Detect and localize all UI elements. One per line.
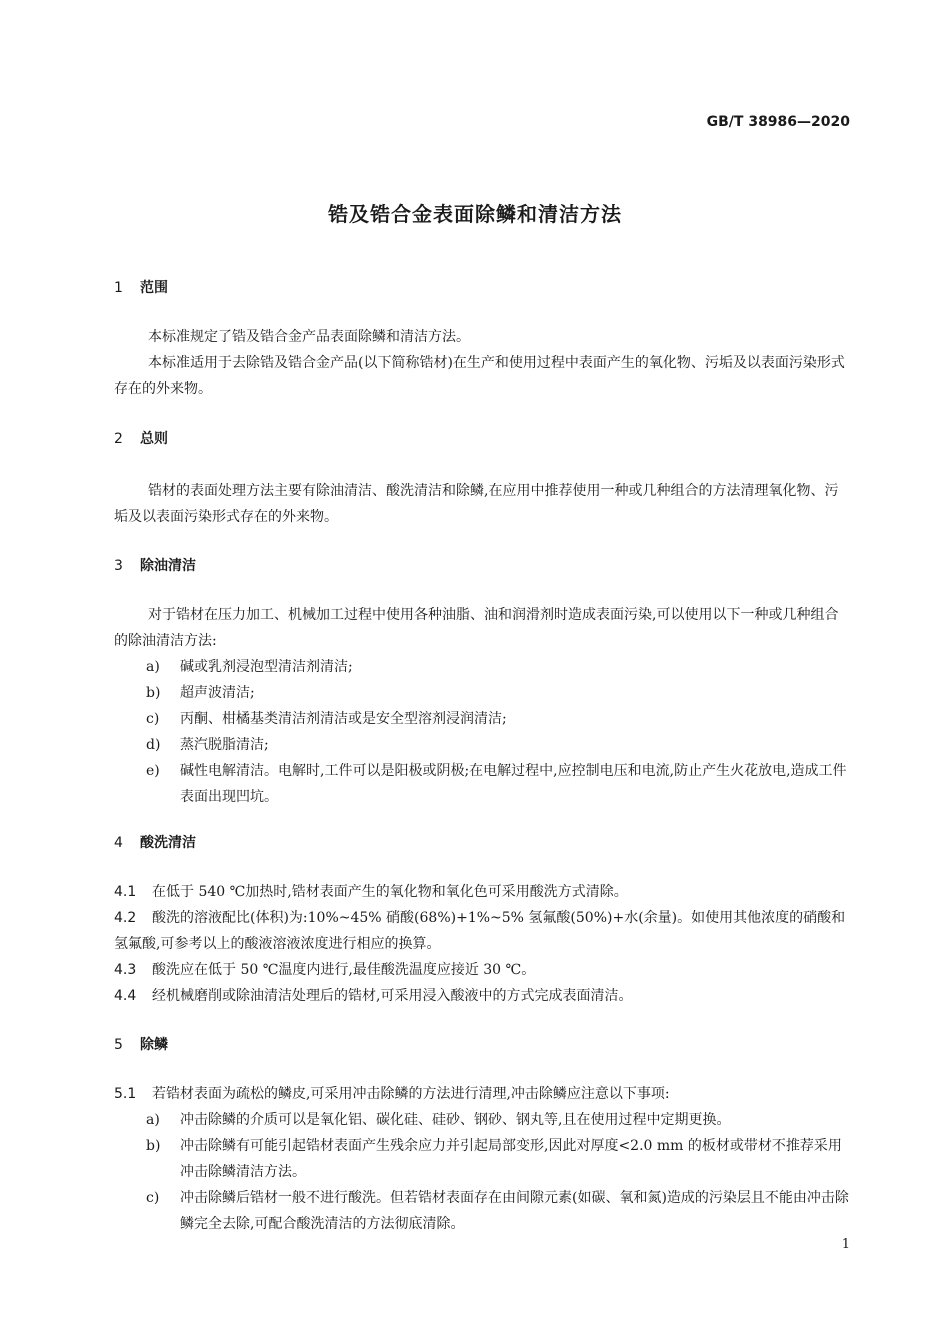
section-3-heading — [114, 556, 196, 576]
list-marker: e) — [146, 763, 160, 779]
clause-text: 酸洗应在低于 50 ℃温度内进行,最佳酸洗温度应接近 30 ℃。 — [152, 962, 536, 978]
list-marker: c) — [146, 1190, 160, 1206]
section-title: 除油清洁 — [140, 558, 196, 574]
section-title: 除鳞 — [140, 1037, 168, 1053]
list-item-text: 超声波清洁; — [180, 685, 255, 701]
paragraph: 本标准规定了锆及锆合金产品表面除鳞和清洁方法。 — [148, 329, 470, 345]
section-2-heading — [114, 429, 168, 449]
list-item — [146, 758, 850, 810]
clause — [114, 983, 850, 1009]
clause-text: 酸洗的溶液配比(体积)为:10%~45% 硝酸(68%)+1%~5% 氢氟酸(50%)+水(余量)。如使用其他浓度的硝酸和氢氟酸,可参考以上的酸液溶液浓度进行相应的换算。 — [114, 910, 846, 952]
list-item — [146, 1107, 850, 1133]
paragraph: 锆材的表面处理方法主要有除油清洁、酸洗清洁和除鳞,在应用中推荐使用一种或几种组合的方法清理氧化物、污垢及以表面污染形式存在的外来物。 — [114, 483, 839, 525]
list-item — [146, 706, 850, 732]
section-title: 总则 — [140, 431, 168, 447]
clause-number: 4.2 — [114, 910, 137, 926]
list-marker: a) — [146, 659, 160, 675]
list-item-text: 碱或乳剂浸泡型清洁剂清洁; — [180, 659, 353, 675]
list-marker: b) — [146, 1138, 161, 1154]
clause — [114, 905, 850, 957]
clause-number: 4.1 — [114, 884, 137, 900]
section-number: 4 — [114, 835, 123, 851]
list-item — [146, 680, 850, 706]
section-number: 3 — [114, 558, 123, 574]
standard-code: GB/T 38986—2020 — [706, 114, 850, 130]
section-1-heading — [114, 278, 168, 298]
list-marker: d) — [146, 737, 161, 753]
section-title: 范围 — [140, 280, 168, 296]
clause — [114, 1081, 850, 1107]
clause-number: 4.4 — [114, 988, 137, 1004]
section-title: 酸洗清洁 — [140, 835, 196, 851]
list-marker: b) — [146, 685, 161, 701]
page-number: 1 — [841, 1237, 850, 1252]
clause — [114, 957, 850, 983]
section-4-heading — [114, 833, 196, 853]
paragraph: 对于锆材在压力加工、机械加工过程中使用各种油脂、油和润滑剂时造成表面污染,可以使用以下一种或几种组合的除油清洁方法: — [114, 607, 839, 649]
section-5-heading — [114, 1035, 168, 1055]
clause-text: 经机械磨削或除油清洁处理后的锆材,可采用浸入酸液中的方式完成表面清洁。 — [152, 988, 633, 1004]
list-item-text: 冲击除鳞的介质可以是氧化铝、碳化硅、硅砂、钢砂、钢丸等,且在使用过程中定期更换。 — [180, 1112, 731, 1128]
clause-text: 在低于 540 ℃加热时,锆材表面产生的氧化物和氧化色可采用酸洗方式清除。 — [152, 884, 628, 900]
list-item — [146, 654, 850, 680]
list-item — [146, 1133, 850, 1185]
paragraph: 本标准适用于去除锆及锆合金产品(以下简称锆材)在生产和使用过程中表面产生的氧化物、污垢及以表面污染形式存在的外来物。 — [114, 355, 845, 397]
list-item-text: 碱性电解清洁。电解时,工件可以是阳极或阴极;在电解过程中,应控制电压和电流,防止产生火花放电,造成工件表面出现凹坑。 — [180, 763, 847, 805]
clause-text: 若锆材表面为疏松的鳞皮,可采用冲击除鳞的方法进行清理,冲击除鳞应注意以下事项: — [152, 1086, 670, 1102]
clause-number: 4.3 — [114, 962, 137, 978]
section-number: 1 — [114, 280, 123, 296]
list-item-text: 丙酮、柑橘基类清洁剂清洁或是安全型溶剂浸润清洁; — [180, 711, 507, 727]
section-number: 2 — [114, 431, 123, 447]
list-marker: a) — [146, 1112, 160, 1128]
list-item-text: 蒸汽脱脂清洁; — [180, 737, 269, 753]
section-number: 5 — [114, 1037, 123, 1053]
clause-number: 5.1 — [114, 1086, 137, 1102]
clause — [114, 879, 850, 905]
list-item-text: 冲击除鳞后锆材一般不进行酸洗。但若锆材表面存在由间隙元素(如碳、氧和氮)造成的污染层且不能由冲击除鳞完全去除,可配合酸洗清洁的方法彻底清除。 — [180, 1190, 849, 1232]
list-item — [146, 732, 850, 758]
document-title: 锆及锆合金表面除鳞和清洁方法 — [328, 202, 622, 226]
list-item — [146, 1185, 850, 1237]
list-marker: c) — [146, 711, 160, 727]
list-item-text: 冲击除鳞有可能引起锆材表面产生残余应力并引起局部变形,因此对厚度<2.0 mm 的板材或带材不推荐采用冲击除鳞清洁方法。 — [180, 1138, 842, 1180]
